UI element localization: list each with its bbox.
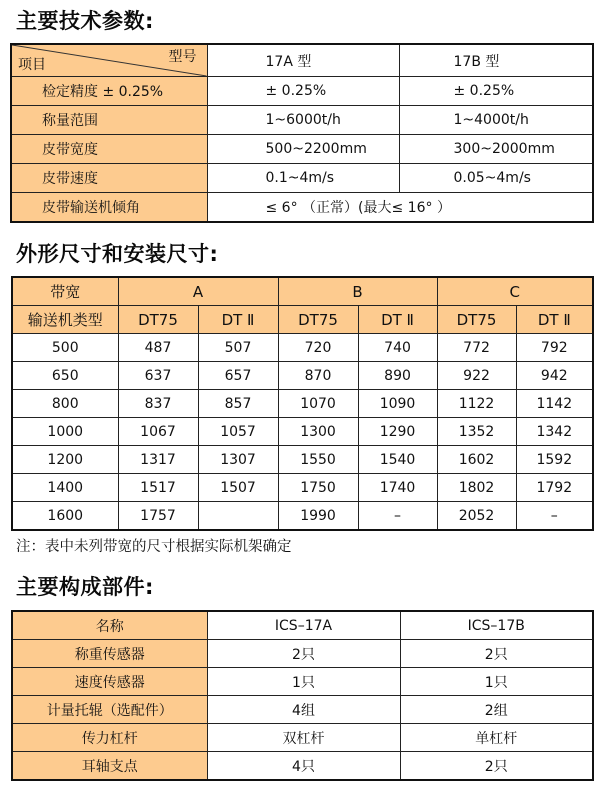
cell-ics17a: 双杠杆 bbox=[207, 724, 400, 752]
cell: 1507 bbox=[198, 474, 278, 502]
header-group-a: A bbox=[118, 277, 278, 306]
cell: 792 bbox=[516, 334, 593, 362]
cell: 1317 bbox=[118, 446, 198, 474]
cell: 1067 bbox=[118, 418, 198, 446]
cell: 1300 bbox=[278, 418, 358, 446]
table-row bbox=[11, 193, 593, 223]
cell-belt-width: 1200 bbox=[12, 446, 118, 474]
cell: 870 bbox=[278, 362, 358, 390]
section-title-dimensions: 外形尺寸和安装尺寸: bbox=[16, 242, 219, 266]
subheader-a-dt75: DT75 bbox=[118, 306, 198, 334]
cell-ics17b: 单杠杆 bbox=[400, 724, 593, 752]
cell: 837 bbox=[118, 390, 198, 418]
table-row bbox=[12, 724, 593, 752]
cell: 1057 bbox=[198, 418, 278, 446]
table-row bbox=[12, 446, 593, 474]
cell: 1740 bbox=[358, 474, 437, 502]
table-header-row bbox=[11, 44, 593, 77]
cell-17b: 0.05~4m/s bbox=[399, 164, 593, 193]
cell-ics17b: 2只 bbox=[400, 640, 593, 668]
cell-ics17a: 1只 bbox=[207, 668, 400, 696]
row-label: 皮带宽度 bbox=[11, 135, 207, 164]
cell: 857 bbox=[198, 390, 278, 418]
subheader-b-dt75: DT75 bbox=[278, 306, 358, 334]
cell-belt-width: 1000 bbox=[12, 418, 118, 446]
cell-belt-width: 800 bbox=[12, 390, 118, 418]
cell: 1750 bbox=[278, 474, 358, 502]
header-model-label: 型号 bbox=[168, 49, 197, 65]
table-row bbox=[12, 668, 593, 696]
section-title-tech-params: 主要技术参数: bbox=[16, 9, 154, 33]
header-belt-width: 带宽 bbox=[12, 277, 118, 306]
cell: 1990 bbox=[278, 502, 358, 531]
cell-ics17a: 2只 bbox=[207, 640, 400, 668]
cell: 1090 bbox=[358, 390, 437, 418]
table-row bbox=[12, 362, 593, 390]
cell-ics17b: 2只 bbox=[400, 752, 593, 781]
subheader-a-dt2: DT Ⅱ bbox=[198, 306, 278, 334]
row-label: 传力杠杆 bbox=[12, 724, 207, 752]
cell: 1550 bbox=[278, 446, 358, 474]
cell: 1517 bbox=[118, 474, 198, 502]
cell: 1070 bbox=[278, 390, 358, 418]
section-title-components: 主要构成部件: bbox=[16, 575, 154, 599]
row-label: 皮带输送机倾角 bbox=[11, 193, 207, 223]
header-item-label: 项目 bbox=[18, 57, 46, 73]
cell-ics17a: 4组 bbox=[207, 696, 400, 724]
table-row bbox=[11, 164, 593, 193]
cell-17b: 300~2000mm bbox=[399, 135, 593, 164]
table-row bbox=[12, 752, 593, 781]
table-row bbox=[11, 135, 593, 164]
table-row bbox=[11, 77, 593, 106]
header-group-c: C bbox=[437, 277, 593, 306]
row-label: 皮带速度 bbox=[11, 164, 207, 193]
subheader-b-dt2: DT Ⅱ bbox=[358, 306, 437, 334]
header-ics17b: ICS–17B bbox=[400, 611, 593, 640]
cell: 1792 bbox=[516, 474, 593, 502]
cell: 1757 bbox=[118, 502, 198, 531]
cell: 772 bbox=[437, 334, 516, 362]
components-table bbox=[11, 610, 594, 781]
row-label: 检定精度 ± 0.25% bbox=[11, 77, 207, 106]
cell-ics17b: 1只 bbox=[400, 668, 593, 696]
cell: 487 bbox=[118, 334, 198, 362]
row-label: 称量范围 bbox=[11, 106, 207, 135]
table-row bbox=[12, 390, 593, 418]
cell-17b: 1~4000t/h bbox=[399, 106, 593, 135]
cell: 1352 bbox=[437, 418, 516, 446]
cell-ics17b: 2组 bbox=[400, 696, 593, 724]
table-row bbox=[12, 640, 593, 668]
cell: 1342 bbox=[516, 418, 593, 446]
cell: 1122 bbox=[437, 390, 516, 418]
table-header-row bbox=[12, 611, 593, 640]
subheader-c-dt75: DT75 bbox=[437, 306, 516, 334]
cell-belt-width: 1600 bbox=[12, 502, 118, 531]
cell: 1802 bbox=[437, 474, 516, 502]
cell-belt-width: 500 bbox=[12, 334, 118, 362]
row-label: 计量托辊（选配件） bbox=[12, 696, 207, 724]
header-ics17a: ICS–17A bbox=[207, 611, 400, 640]
header-17a: 17A 型 bbox=[207, 44, 399, 77]
table-row bbox=[12, 418, 593, 446]
header-conveyor-type: 输送机类型 bbox=[12, 306, 118, 334]
cell: 657 bbox=[198, 362, 278, 390]
row-label: 耳轴支点 bbox=[12, 752, 207, 781]
table-row bbox=[12, 502, 593, 531]
table-row bbox=[12, 696, 593, 724]
cell: 1290 bbox=[358, 418, 437, 446]
merged-cell: ≤ 6° （正常）(最大≤ 16° ） bbox=[207, 193, 593, 223]
table-subheader-row bbox=[12, 306, 593, 334]
cell: 922 bbox=[437, 362, 516, 390]
diagonal-header-cell bbox=[11, 44, 207, 77]
cell bbox=[198, 502, 278, 531]
table-row bbox=[11, 106, 593, 135]
cell: 507 bbox=[198, 334, 278, 362]
cell-17b: ± 0.25% bbox=[399, 77, 593, 106]
subheader-c-dt2: DT Ⅱ bbox=[516, 306, 593, 334]
header-17b: 17B 型 bbox=[399, 44, 593, 77]
cell: 637 bbox=[118, 362, 198, 390]
table-row bbox=[12, 474, 593, 502]
cell: 1540 bbox=[358, 446, 437, 474]
dimensions-note: 注：表中未列带宽的尺寸根据实际机架确定 bbox=[16, 539, 292, 555]
cell: 740 bbox=[358, 334, 437, 362]
header-name: 名称 bbox=[12, 611, 207, 640]
cell: 2052 bbox=[437, 502, 516, 531]
cell: 1592 bbox=[516, 446, 593, 474]
header-group-b: B bbox=[278, 277, 437, 306]
dimensions-table bbox=[11, 276, 594, 531]
cell: 1602 bbox=[437, 446, 516, 474]
row-label: 速度传感器 bbox=[12, 668, 207, 696]
cell-17a: ± 0.25% bbox=[207, 77, 399, 106]
cell: 720 bbox=[278, 334, 358, 362]
cell: 1307 bbox=[198, 446, 278, 474]
cell-belt-width: 1400 bbox=[12, 474, 118, 502]
cell: – bbox=[516, 502, 593, 531]
cell-17a: 500~2200mm bbox=[207, 135, 399, 164]
cell-17a: 1~6000t/h bbox=[207, 106, 399, 135]
cell-belt-width: 650 bbox=[12, 362, 118, 390]
table-row bbox=[12, 334, 593, 362]
table-header-row bbox=[12, 277, 593, 306]
cell: 1142 bbox=[516, 390, 593, 418]
cell: 942 bbox=[516, 362, 593, 390]
cell: – bbox=[358, 502, 437, 531]
cell-17a: 0.1~4m/s bbox=[207, 164, 399, 193]
cell-ics17a: 4只 bbox=[207, 752, 400, 781]
row-label: 称重传感器 bbox=[12, 640, 207, 668]
cell: 890 bbox=[358, 362, 437, 390]
tech-params-table bbox=[10, 43, 594, 223]
